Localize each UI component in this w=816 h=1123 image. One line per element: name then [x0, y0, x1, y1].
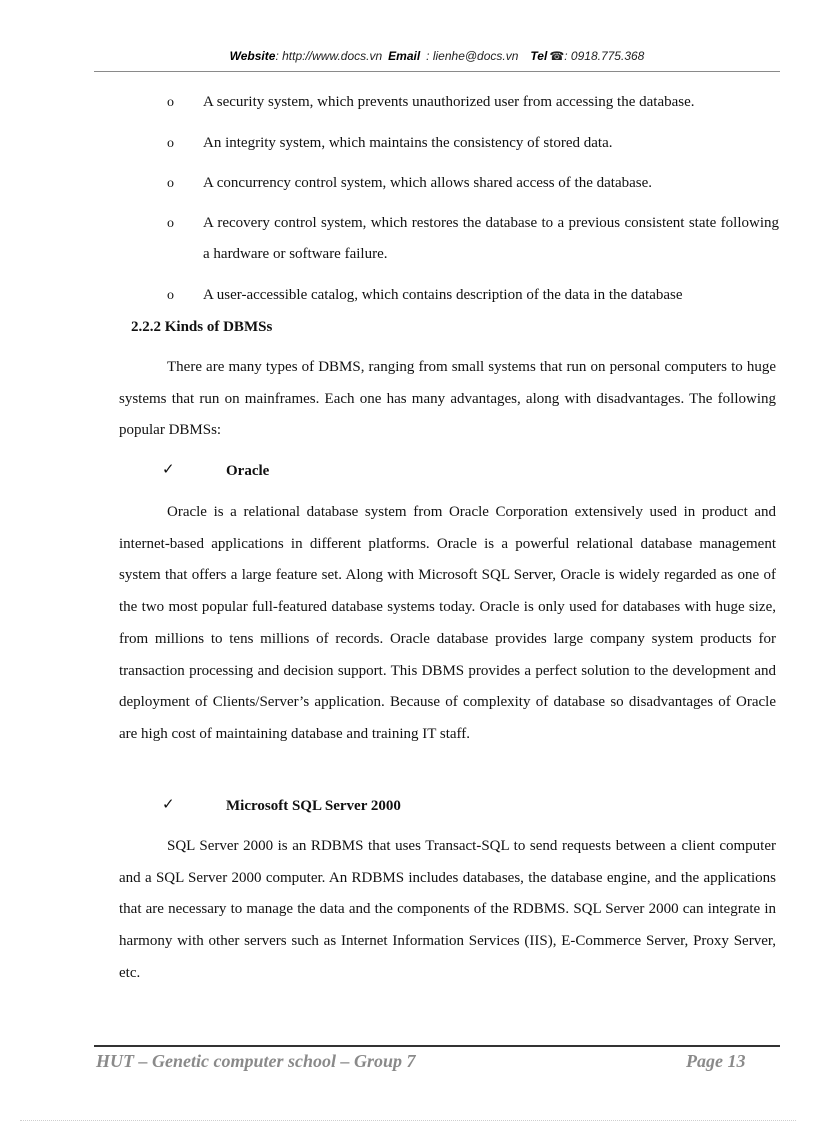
- email-value[interactable]: : lienhe@docs.vn: [426, 49, 519, 63]
- bullet-mark: o: [167, 95, 174, 110]
- list-item: A recovery control system, which restores the database to a previous consistent state following a hardware or software failure.: [203, 215, 779, 262]
- list-item: An integrity system, which maintains the consistency of stored data.: [203, 135, 613, 151]
- sqlserver-heading: Microsoft SQL Server 2000: [226, 798, 401, 814]
- section-heading: 2.2.2 Kinds of DBMSs: [131, 319, 273, 335]
- oracle-heading: Oracle: [226, 463, 270, 479]
- list-item: A security system, which prevents unauthorized user from accessing the database.: [203, 94, 695, 110]
- page-header: [94, 49, 780, 72]
- bullet-mark: o: [167, 288, 174, 303]
- bullet-mark: o: [167, 176, 174, 191]
- phone-icon: ☎: [549, 49, 565, 63]
- sqlserver-paragraph: SQL Server 2000 is an RDBMS that uses Transact-SQL to send requests between a client computer and a SQL Server 2000 computer. An RDBMS includes databases, the database engine, and the applications that are necessary to manage the data and the components of the RDBMS. SQL Server 2000 can integrate in harmony with other servers such as Internet Information Services (IIS), E-Commerce Server, Proxy Server, etc.: [119, 838, 776, 981]
- tel-value: : 0918.775.368: [564, 49, 645, 63]
- website-label: Website: [229, 49, 276, 63]
- website-value[interactable]: : http://www.docs.vn: [275, 49, 383, 63]
- checkmark-icon: ✓: [162, 797, 175, 813]
- footer-divider: [94, 1045, 780, 1047]
- bullet-mark: o: [167, 136, 174, 151]
- tel-label: Tel: [530, 49, 548, 63]
- page-edge: [20, 1120, 796, 1121]
- intro-paragraph: There are many types of DBMS, ranging from small systems that run on personal computers to huge systems that run on mainframes. Each one has many advantages, along with disadvantages. The following popular DBMSs:: [119, 359, 776, 439]
- bullet-mark: o: [167, 216, 174, 231]
- oracle-paragraph: Oracle is a relational database system from Oracle Corporation extensively used in product and internet-based applications in different platforms. Oracle is a powerful relational database management system that offers a large feature set. Along with Microsoft SQL Server, Oracle is widely regarded as one of the two most popular full-featured database systems today. Oracle is only used for databases with huge size, from millions to tens millions of records. Oracle database provides large company system products for transaction processing and decision support. This DBMS provides a perfect solution to the development and deployment of Clients/Server’s application. Because of complexity of database so disadvantages of Oracle are high cost of maintaining database and training IT staff.: [119, 504, 776, 742]
- email-label: Email: [388, 49, 421, 63]
- list-item: A user-accessible catalog, which contains description of the data in the database: [203, 287, 683, 303]
- footer-title: HUT – Genetic computer school – Group 7: [96, 1051, 416, 1071]
- checkmark-icon: ✓: [162, 462, 175, 478]
- list-item: A concurrency control system, which allows shared access of the database.: [203, 175, 653, 191]
- page-number: Page 13: [686, 1051, 746, 1071]
